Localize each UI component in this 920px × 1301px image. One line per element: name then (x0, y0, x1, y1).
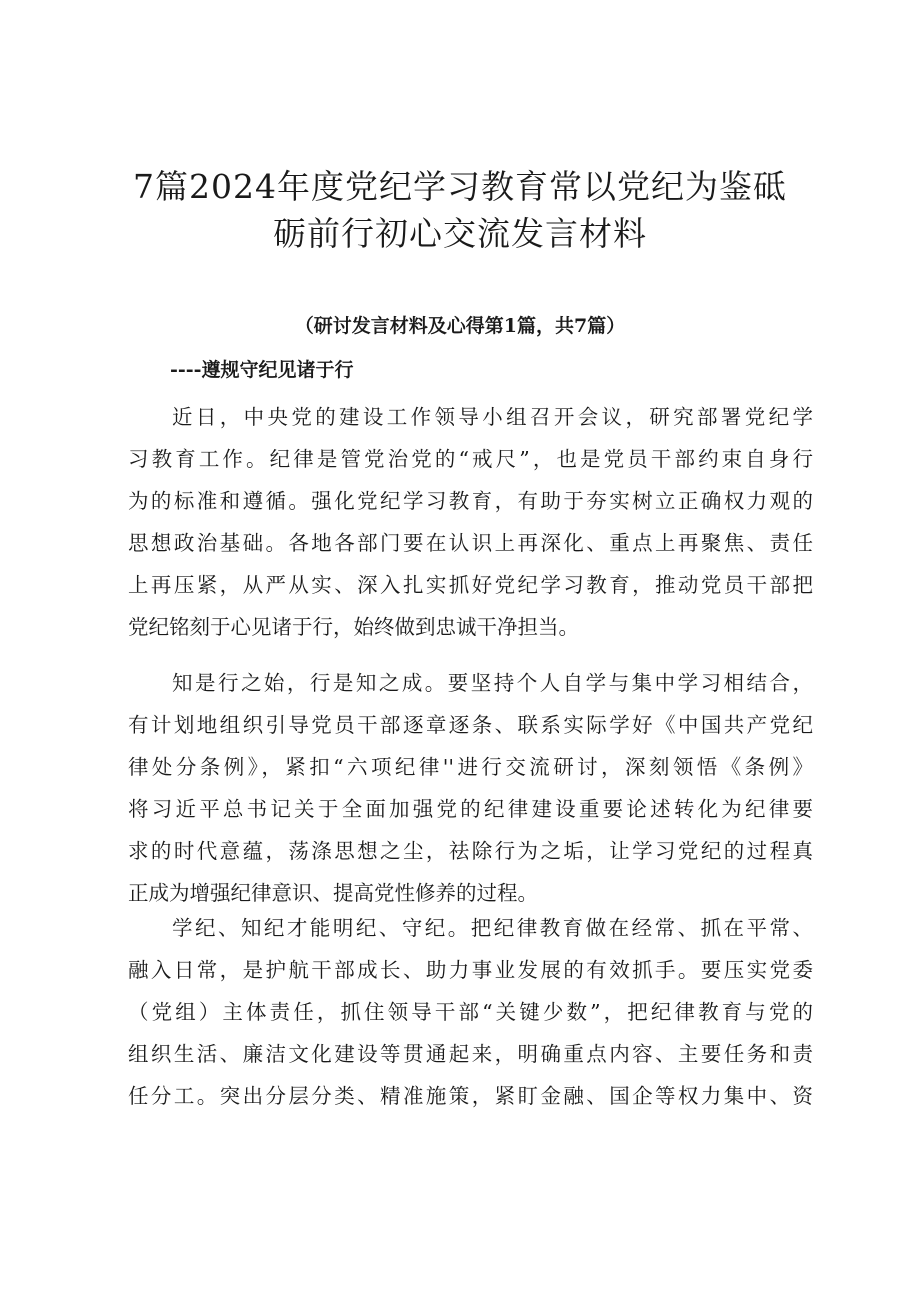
paragraph-line: 律处分条例》，紧扣“六项纪律''进行交流研讨，深刻领悟《条例》 (128, 755, 813, 779)
paragraph-line: 近日，中央党的建设工作领导小组召开会议，研究部署党纪学 (172, 405, 813, 429)
paragraph-line: 上再压紧，从严从实、深入扎实抓好党纪学习教育，推动党员干部把 (128, 573, 813, 597)
paragraph-line: 思想政治基础。各地各部门要在认识上再深化、重点上再聚焦、责任 (128, 531, 813, 555)
body-paragraph (128, 907, 813, 1117)
paragraph-line: 党纪铭刻于心见诸于行，始终做到忠诚干净担当。 (128, 615, 579, 639)
paragraph-line: 任分工。突出分层分类、精准施策，紧盯金融、国企等权力集中、资 (128, 1084, 813, 1108)
document-subtitle: （研讨发言材料及心得第1篇，共7篇） (294, 315, 626, 337)
paragraph-line: 融入日常，是护航干部成长、助力事业发展的有效抓手。要压实党委 (128, 958, 813, 982)
document-title (100, 163, 820, 257)
paragraph-line: 习教育工作。纪律是管党治党的“戒尺”，也是党员干部约束自身行 (128, 447, 813, 471)
paragraph-line: 知是行之始，行是知之成。要坚持个人自学与集中学习相结合， (172, 671, 813, 695)
paragraph-line: （党组）主体责任，抓住领导干部“关键少数”，把纪律教育与党的 (128, 1000, 813, 1024)
paragraph-line: 将习近平总书记关于全面加强党的纪律建设重要论述转化为纪律要 (128, 797, 813, 821)
body-paragraph (128, 662, 813, 914)
title-line: 7篇2024年度党纪学习教育常以党纪为鉴砥 (133, 167, 787, 206)
body-paragraph (128, 396, 813, 648)
paragraph-line: 正成为增强纪律意识、提高党性修养的过程。 (128, 881, 538, 905)
paragraph-line: 组织生活、廉洁文化建设等贯通起来，明确重点内容、主要任务和责 (128, 1042, 813, 1066)
paragraph-line: 有计划地组织引导党员干部逐章逐条、联系实际学好《中国共产党纪 (128, 713, 813, 737)
section-subheading: ----遵规守纪见诸于行 (170, 359, 354, 381)
title-line: 砺前行初心交流发言材料 (273, 214, 647, 253)
paragraph-line: 为的标准和遵循。强化党纪学习教育，有助于夯实树立正确权力观的 (128, 489, 813, 513)
paragraph-line: 学纪、知纪才能明纪、守纪。把纪律教育做在经常、抓在平常、 (172, 916, 813, 940)
paragraph-line: 求的时代意蕴，荡涤思想之尘，祛除行为之垢，让学习党纪的过程真 (128, 839, 813, 863)
